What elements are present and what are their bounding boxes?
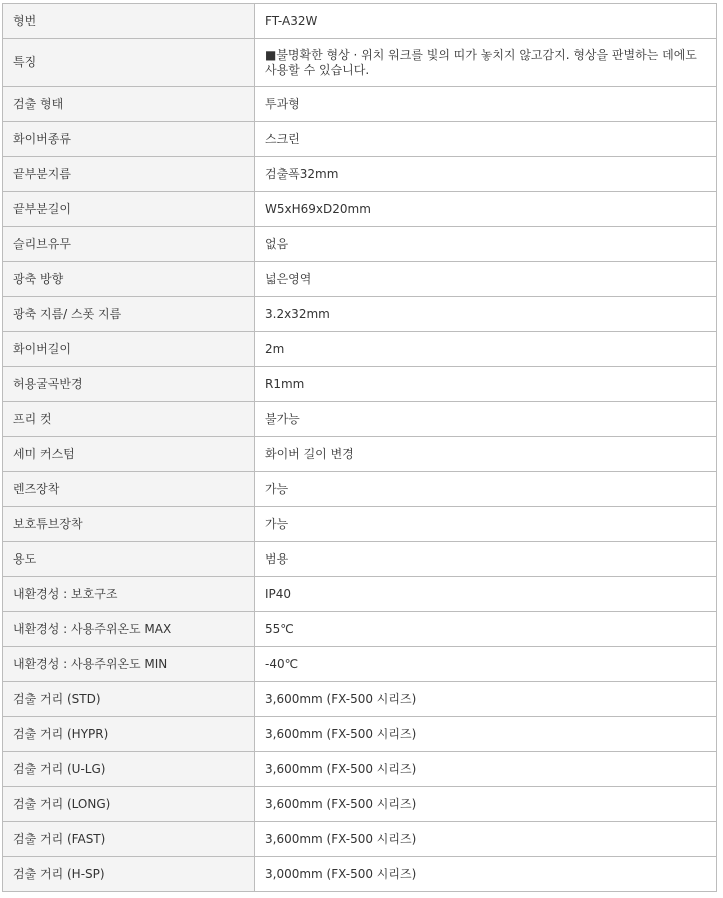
table-row bbox=[3, 402, 717, 437]
table-row bbox=[3, 39, 717, 87]
row-value: 불가능 bbox=[255, 402, 717, 437]
row-label: 보호튜브장착 bbox=[3, 507, 255, 542]
table-row bbox=[3, 157, 717, 192]
row-value: 3,600mm (FX-500 시리즈) bbox=[255, 682, 717, 717]
row-value: 2m bbox=[255, 332, 717, 367]
table-row bbox=[3, 857, 717, 892]
table-row bbox=[3, 227, 717, 262]
table-row bbox=[3, 262, 717, 297]
table-row bbox=[3, 4, 717, 39]
row-value: 가능 bbox=[255, 472, 717, 507]
table-row bbox=[3, 647, 717, 682]
table-row bbox=[3, 122, 717, 157]
row-value: 3,600mm (FX-500 시리즈) bbox=[255, 787, 717, 822]
row-value: 3,000mm (FX-500 시리즈) bbox=[255, 857, 717, 892]
row-value: -40℃ bbox=[255, 647, 717, 682]
table-row bbox=[3, 612, 717, 647]
row-value: 55℃ bbox=[255, 612, 717, 647]
row-label: 화이버길이 bbox=[3, 332, 255, 367]
row-value: 범용 bbox=[255, 542, 717, 577]
table-row bbox=[3, 542, 717, 577]
row-label: 렌즈장착 bbox=[3, 472, 255, 507]
table-row bbox=[3, 472, 717, 507]
table-row bbox=[3, 297, 717, 332]
row-label: 검출 거리 (U-LG) bbox=[3, 752, 255, 787]
row-value: 투과형 bbox=[255, 87, 717, 122]
row-label: 끝부분지름 bbox=[3, 157, 255, 192]
row-label: 슬리브유무 bbox=[3, 227, 255, 262]
table-row bbox=[3, 752, 717, 787]
table-row bbox=[3, 192, 717, 227]
row-label: 검출 거리 (FAST) bbox=[3, 822, 255, 857]
table-row bbox=[3, 367, 717, 402]
row-value: 가능 bbox=[255, 507, 717, 542]
row-value: ■불명확한 형상 · 위치 워크를 빛의 띠가 놓치지 않고감지. 형상을 판별하는 데에도 사용할 수 있습니다. bbox=[255, 39, 717, 87]
row-label: 내환경성 : 보호구조 bbox=[3, 577, 255, 612]
row-value: 없음 bbox=[255, 227, 717, 262]
table-row bbox=[3, 507, 717, 542]
table-row bbox=[3, 787, 717, 822]
row-label: 특징 bbox=[3, 39, 255, 87]
row-label: 검출 거리 (HYPR) bbox=[3, 717, 255, 752]
row-value: FT-A32W bbox=[255, 4, 717, 39]
row-label: 검출 거리 (STD) bbox=[3, 682, 255, 717]
row-label: 세미 커스텀 bbox=[3, 437, 255, 472]
row-label: 끝부분길이 bbox=[3, 192, 255, 227]
row-label: 용도 bbox=[3, 542, 255, 577]
row-label: 허용굴곡반경 bbox=[3, 367, 255, 402]
table-row bbox=[3, 577, 717, 612]
table-row bbox=[3, 717, 717, 752]
row-label: 검출 거리 (LONG) bbox=[3, 787, 255, 822]
row-value: 3,600mm (FX-500 시리즈) bbox=[255, 752, 717, 787]
row-value: 화이버 길이 변경 bbox=[255, 437, 717, 472]
row-label: 검출 거리 (H-SP) bbox=[3, 857, 255, 892]
row-label: 검출 형태 bbox=[3, 87, 255, 122]
row-label: 내환경성 : 사용주위온도 MAX bbox=[3, 612, 255, 647]
row-value: 3.2x32mm bbox=[255, 297, 717, 332]
row-label: 광축 방향 bbox=[3, 262, 255, 297]
row-value: 넓은영역 bbox=[255, 262, 717, 297]
spec-table bbox=[2, 3, 717, 892]
row-value: IP40 bbox=[255, 577, 717, 612]
table-row bbox=[3, 332, 717, 367]
table-row bbox=[3, 87, 717, 122]
row-value: 스크린 bbox=[255, 122, 717, 157]
table-row bbox=[3, 682, 717, 717]
row-value: 3,600mm (FX-500 시리즈) bbox=[255, 822, 717, 857]
table-row bbox=[3, 822, 717, 857]
row-label: 형번 bbox=[3, 4, 255, 39]
table-row bbox=[3, 437, 717, 472]
row-value: W5xH69xD20mm bbox=[255, 192, 717, 227]
row-value: 검출폭32mm bbox=[255, 157, 717, 192]
row-label: 화이버종류 bbox=[3, 122, 255, 157]
row-label: 내환경성 : 사용주위온도 MIN bbox=[3, 647, 255, 682]
row-value: 3,600mm (FX-500 시리즈) bbox=[255, 717, 717, 752]
row-label: 광축 지름/ 스폿 지름 bbox=[3, 297, 255, 332]
row-value: R1mm bbox=[255, 367, 717, 402]
row-label: 프리 컷 bbox=[3, 402, 255, 437]
